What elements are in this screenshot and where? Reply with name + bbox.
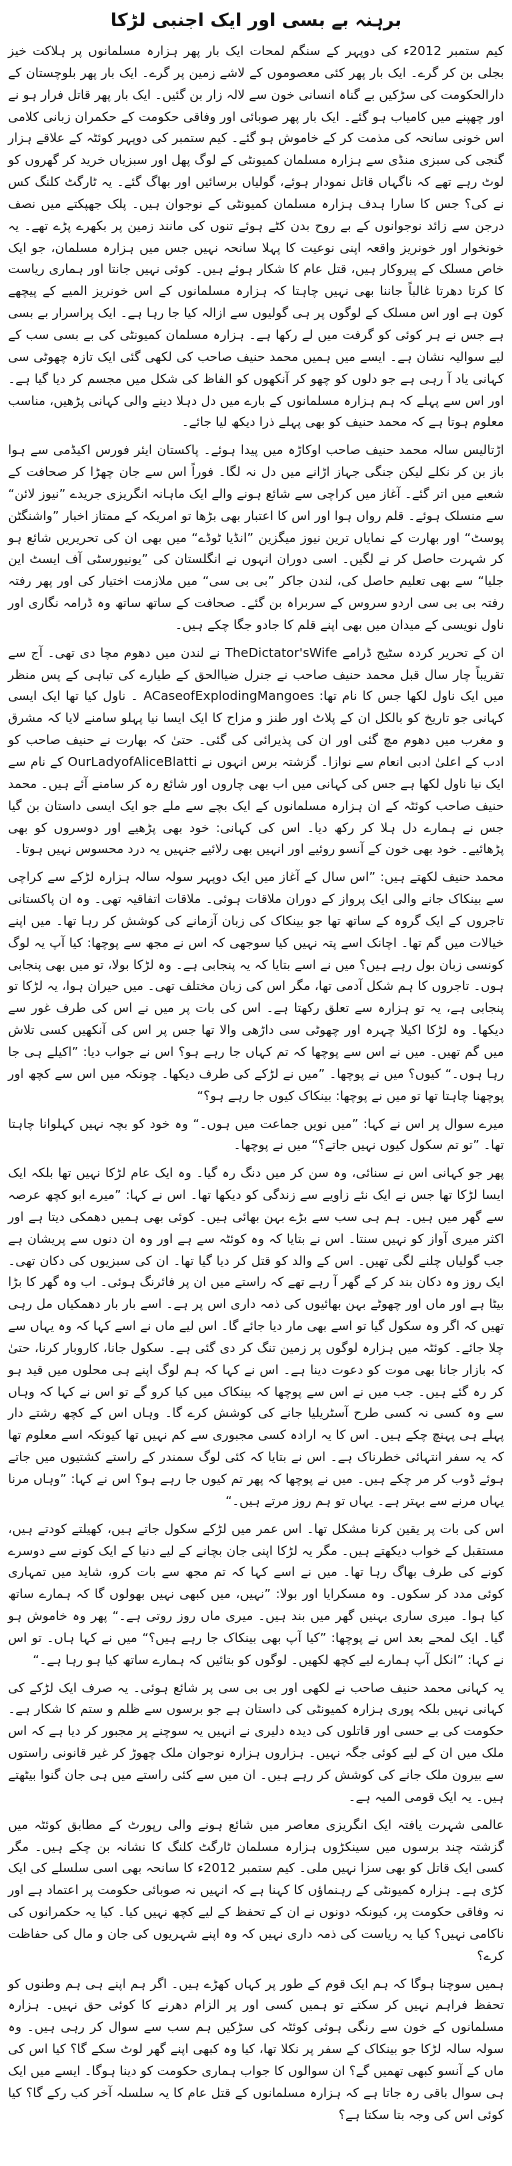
article-body: [8, 40, 504, 2125]
article-paragraph: محمد حنیف لکھتے ہیں: ”اس سال کے آغاز میں ایک دوپہر سولہ سالہ ہزارہ لڑکے سے کراچی سے بینکاک جانے والی ایک پرواز کے دوران ملاقات ہوئی۔ ملاقات اتفاقیہ تھی۔ وہ ان پاکستانی تاجروں کے ایک گروہ کے ساتھ تھا جو بینکاک کی زبان آزمانے کی کوشش کر رہا تھا۔ میں اپنے خیالات میں گم تھا۔ اچانک اسے پتہ نہیں کیا سوجھی کہ اس نے مجھ سے پوچھا: کیا آپ یہ لوگ کونسی زبان بول رہے ہیں؟ میں نے اسے بتایا کہ یہ پنجابی ہے۔ وہ لڑکا بولا، تو میں بھی پنجابی ہوں۔ تاجروں کا ہم شکل آدمی تھا، مگر اس کی زبان مختلف تھی۔ میں حیران ہوا، یہ لڑکا تو پنجابی ہے، یہ تو ہزارہ سے تعلق رکھتا ہے۔ اس کی بات پر میں نے اس کی طرف غور سے دیکھا۔ وہ لڑکا اکیلا چہرہ اور چھوٹی سی داڑھی والا تھا جس پر اس کی آنکھیں کسی تلاش میں گم تھیں۔ میں نے اس سے پوچھا کہ تم کہاں جا رہے ہو؟ اس نے جواب دیا: ”اکیلے ہی جا رہا ہوں۔“ کیوں؟ میں نے پوچھا۔ ”میں نے لڑکے کی طرف دیکھا۔ چونکہ میں اس سے کچھ اور پوچھنا چاہتا تھا تو میں نے پوچھا: بینکاک کیوں جا رہے ہو؟“: [8, 869, 504, 1103]
article-paragraph: ان کے تحریر کردہ سٹیج ڈرامے TheDictator'sWife نے لندن میں دھوم مچا دی تھی۔ آج سے تقریباً چار سال قبل محمد حنیف صاحب نے جنرل ضیاالحق کے طیارے کی تباہی کے پس منظر میں ایک ناول لکھا جس کا نام تھا: ACaseofExplodingMangoes ۔ ناول کیا تھا ایک ایسی کہانی جو تاریخ کو بالکل ان کے پلاٹ اور طنز و مزاح کا ایک ایسا نیا پہلو سامنے لایا کہ مشرق و مغرب میں دھوم مچ گئی اور ان کی پذیرائی کی گئی۔ حتیٰ کہ بھارت نے حنیف صاحب کو ادب کے اعلیٰ ادبی انعام سے نوازا۔ گزشتہ برس انہوں نے OurLadyofAliceBlatti کے نام سے ایک نیا ناول لکھا ہے جس کی کہانی میں اب بھی چاروں اور شائع رہ کر سامنے آئے ہیں۔ محمد حنیف صاحب کوئٹہ کے ان ہزارہ مسلمانوں کے ایک بچے سے ملے جو ایک ایسی داستان بن گیا جس نے ہمارے دل ہلا کر رکھ دیا۔ اس کی کہانی: خود بھی پڑھیے اور دوسروں کو بھی پڑھائیے۔ خود بھی خون کے آنسو روئیے اور انہیں بھی رلائیے جنہیں یہ درد محسوس نہیں ہوتا۔: [8, 644, 504, 857]
article-paragraph: پھر جو کہانی اس نے سنائی، وہ سن کر میں دنگ رہ گیا۔ وہ ایک عام لڑکا نہیں تھا بلکہ ایک ایسا لڑکا تھا جس نے ایک نئے زاویے سے زندگی کو دیکھا تھا۔ اس نے کہا: ”میرے ابو کچھ عرصہ سے گھر میں ہیں۔ ہم ہی سب سے بڑے بہن بھائی ہیں۔ کوئی بھی ہمیں دھمکی دیتا ہے اور اکثر میری آواز کو نہیں سنتا۔ اس نے بتایا کہ وہ کوئٹہ سے ہے اور وہ ان دنوں سے پریشان ہے جب گولیاں چلنے لگی تھیں۔ اس کے والد کو قتل کر دیا گیا تھا۔ ان کی سبزیوں کی دکان تھی۔ ایک روز وہ دکان بند کر کے گھر آ رہے تھے کہ راستے میں ان پر فائرنگ ہوئی۔ اب وہ گھر کا بڑا بیٹا ہے اور ماں اور چھوٹے بہن بھائیوں کی ذمہ داری اس پر ہے۔ اسے بار بار دھمکیاں مل رہی تھیں کہ اگر وہ سکول گیا تو اسے بھی مار دیا جائے گا۔ اس لیے ماں نے اسے کہا کہ وہ یہاں سے چلا جائے۔ کوئٹہ میں ہزارہ لوگوں پر زمین تنگ کر دی گئی ہے۔ سکول جانا، کاروبار کرنا، حتیٰ کہ بازار جانا بھی موت کو دعوت دینا ہے۔ اس نے کہا کہ ہم لوگ اپنے ہی محلوں میں قید ہو کر رہ گئے ہیں۔ جب میں نے اس سے پوچھا کہ بینکاک میں کیا کرو گے تو اس نے کہا کہ وہاں سے وہ کسی نہ کسی طرح آسٹریلیا جانے کی کوشش کرے گا۔ وہاں اس کے کچھ رشتے دار پہلے ہی پہنچ چکے ہیں۔ اس کا یہ ارادہ کسی مجبوری سے کم نہیں تھا کیونکہ اسے معلوم تھا کہ یہ سفر انتہائی خطرناک ہے۔ اس نے بتایا کہ کئی لوگ سمندر کے راستے کشتیوں میں جاتے ہوئے ڈوب کر مر چکے ہیں۔ میں نے پوچھا کہ پھر تم کیوں جا رہے ہو؟ اس نے کہا: ”وہاں مرنا یہاں مرنے سے بہتر ہے۔ یہاں تو ہم روز مرتے ہیں۔“: [8, 1165, 504, 1508]
article-paragraph: اڑتالیس سالہ محمد حنیف صاحب اوکاڑہ میں پیدا ہوئے۔ پاکستان ایئر فورس اکیڈمی سے ہوا باز بن کر نکلے لیکن جنگی جہاز اڑانے میں دل نہ لگا۔ فوراً اس سے جان چھڑا کر صحافت کے شعبے میں اتر گئے۔ آغاز میں کراچی سے شائع ہونے والے ایک ماہانہ انگریزی جریدے ”نیوز لائن“ سے منسلک ہوئے۔ قلم رواں ہوا اور اس کا اعتبار بھی بڑھا تو امریکہ کے ممتاز اخبار ”واشنگٹن پوسٹ“ اور بھارت کے نمایاں ترین نیوز میگزین ”انڈیا ٹوڈے“ میں بھی ان کی تحریریں شائع ہو کر شہرت حاصل کر نے لگیں۔ اسی دوران انہوں نے انگلستان کی ”یونیورسٹی آف ایسٹ این جلیا“ سے بھی تعلیم حاصل کی، لندن جاکر ”بی بی سی“ میں ملازمت اختیار کی اور پھر رفتہ رفتہ بی بی سی اردو سروس کے سربراہ بن گئے۔ صحافت کے ساتھ ساتھ وہ ڈرامہ نگاری اور ناول نویسی کے میدان میں بھی اپنے قلم کا جادو جگا چکے ہیں۔: [8, 442, 504, 632]
article-paragraph: ہمیں سوچنا ہوگا کہ ہم ایک قوم کے طور پر کہاں کھڑے ہیں۔ اگر ہم اپنے ہی ہم وطنوں کو تحفظ فراہم نہیں کر سکتے تو ہمیں کسی اور پر الزام دھرنے کا کوئی حق نہیں۔ ہزارہ مسلمانوں کے خون سے رنگی ہوئی کوئٹہ کی سڑکیں ہم سب سے سوال کر رہی ہیں۔ وہ سولہ سالہ لڑکا جو بینکاک کے سفر پر نکلا تھا، کیا وہ کبھی اپنے گھر لوٹ سکے گا؟ کیا اس کی ماں کے آنسو کبھی تھمیں گے؟ ان سوالوں کا جواب ہماری حکومت کو دینا ہوگا۔ ایسے میں ایک ہی سوال باقی رہ جاتا ہے کہ ہزارہ مسلمانوں کے قتل عام کا یہ سلسلہ آخر کب رکے گا؟ کیا کوئی اس کی وجہ بتا سکتا ہے؟: [8, 1975, 504, 2122]
article-headline: برہنہ بے بسی اور ایک اجنبی لڑکا: [110, 10, 402, 31]
article-paragraph: کیم ستمبر 2012ء کی دوپہر کے سنگم لمحات ایک بار پھر ہزارہ مسلمانوں پر ہلاکت خیز بجلی بن کر گرے۔ ایک بار پھر کئی معصوموں کے لاشے زمین پر گرے۔ ایک بار پھر بلوچستان کے دارالحکومت کی سڑکیں بے گناہ انسانی خون سے لالہ زار بن گئیں۔ ایک بار پھر قاتل فرار ہو نے اور چھپنے میں کامیاب ہو گئے۔ ایک بار پھر صوبائی اور وفاقی حکومت کے حکمران زبانی کلامی اس خونی سانحہ کی مذمت کر کے خاموش ہو گئے۔ کیم ستمبر کی دوپہر کوئٹہ کے علاقے ہزار گنجی کی سبزی منڈی سے ہزارہ مسلمان کمیونٹی کے لوگ پھل اور سبزیاں خرید کر گھروں کو لوٹ رہے تھے کہ ناگہاں قاتل نمودار ہوئے، گولیاں برسائیں اور بھاگ گئے۔ یہ ٹارگٹ کلنگ کس نے کی؟ جس کا سارا ہدف ہزارہ مسلمان کمیونٹی کے نوجوان ہیں۔ پلک جھپکتے میں نصف درجن سے زائد نوجوانوں کے بے روح بدن کٹے ہوئے تنوں کی مانند زمین پر بکھرے پڑے تھے۔ یہ خونخوار اور خونریز واقعہ اپنی نوعیت کا پہلا سانحہ نہیں جس میں ہزارہ مسلمان، جو ایک خاص مسلک کے پیروکار ہیں، قتل عام کا شکار ہوئے ہیں۔ کوئی نہیں جانتا اور ہماری ریاست کا کرتا دھرتا غالباً جاننا بھی نہیں چاہتا کہ ہزارہ مسلمانوں کے اس خونریز المیے کے پیچھے کون ہے اور اس مسلک کے لوگوں پر ہی گولیوں سے ازالہ کیا جا رہا ہے۔ ایک پراسرار بے بسی ہے جس نے ہر کوئی کو گرفت میں لے رکھا ہے۔ ہزارہ مسلمان کمیونٹی کی بے بسی سب کے لیے سوالیہ نشان ہے۔ ایسے میں ہمیں محمد حنیف صاحب کی لکھی گئی ایک تازہ چھوٹی سی کہانی یاد آ رہی ہے جو دلوں کو چھو کر آنکھوں کو الفاظ کی شکل میں مجسم کر دیا گیا ہے۔ اور اس سے پہلے کہ ہم ہزارہ مسلمانوں کے بارے میں دل دہلا دینے والی کہانی پڑھیں، مناسب معلوم ہوتا ہے کہ محمد حنیف کو بھی پہلے ذرا دیکھ لیا جائے۔: [8, 43, 504, 430]
article-paragraph: عالمی شہرت یافتہ ایک انگریزی معاصر میں شائع ہونے والی رپورٹ کے مطابق کوئٹہ میں گزشتہ چند برسوں میں سینکڑوں ہزارہ مسلمان ٹارگٹ کلنگ کا نشانہ بن چکے ہیں۔ مگر کسی ایک قاتل کو بھی سزا نہیں ملی۔ کیم ستمبر 2012ء کا سانحہ بھی اسی سلسلے کی ایک کڑی ہے۔ ہزارہ کمیونٹی کے رہنماؤں کا کہنا ہے کہ انہیں نہ صوبائی حکومت پر اعتماد ہے اور نہ وفاقی حکومت پر، کیونکہ دونوں نے ان کے تحفظ کے لیے کچھ نہیں کیا۔ کیا یہ حکمرانوں کی ناکامی نہیں؟ کیا یہ ریاست کی ذمہ داری نہیں کہ وہ اپنے شہریوں کی جان و مال کی حفاظت کرے؟: [8, 1816, 505, 1963]
article-paragraph: اس کی بات پر یقین کرنا مشکل تھا۔ اس عمر میں لڑکے سکول جاتے ہیں، کھیلتے کودتے ہیں، مستقبل کے خواب دیکھتے ہیں۔ مگر یہ لڑکا اپنی جان بچانے کے لیے دنیا کے ایک کونے سے دوسرے کونے کی طرف بھاگ رہا تھا۔ میں نے اسے کہا کہ تم مجھ سے بات کرو، شاید میں تمہاری کوئی مدد کر سکوں۔ وہ مسکرایا اور بولا: ”نہیں، میں کبھی نہیں بھولوں گا کہ ہمارے ساتھ کیا ہوا۔ میری ساری بہنیں گھر میں بند ہیں۔ میری ماں روز روتی ہے۔“ پھر وہ خاموش ہو گیا۔ ایک لمحے بعد اس نے پوچھا: ”کیا آپ بھی بینکاک جا رہے ہیں؟“ میں نے کہا ہاں۔ تو اس نے کہا: ”انکل آپ ہمارے لیے کچھ لکھیں۔ لوگوں کو بتائیں کہ ہمارے ساتھ کیا ہو رہا ہے۔“: [8, 1520, 504, 1667]
article-paragraph: میرے سوال پر اس نے کہا: ”میں نویں جماعت میں ہوں۔“ وہ خود کو بچہ نہیں کہلوانا چاہتا تھا۔ ”تو تم سکول کیوں نہیں جاتے؟“ میں نے پوچھا۔: [8, 1115, 504, 1153]
article-paragraph: یہ کہانی محمد حنیف صاحب نے لکھی اور بی بی سی پر شائع ہوئی۔ یہ صرف ایک لڑکے کی کہانی نہیں بلکہ پوری ہزارہ کمیونٹی کی داستان ہے جو برسوں سے ظلم و ستم کا شکار ہے۔ حکومت کی بے حسی اور قاتلوں کی دیدہ دلیری نے انہیں یہ سوچنے پر مجبور کر دیا ہے کہ اس ملک میں ان کے لیے کوئی جگہ نہیں۔ ہزاروں ہزارہ نوجوان ملک چھوڑ کر غیر قانونی راستوں سے بیرون ملک جانے کی کوشش کر رہے ہیں۔ ان میں سے کئی راستے میں ہی جان گنوا بیٹھتے ہیں۔ یہ ایک قومی المیہ ہے۔: [8, 1679, 504, 1804]
